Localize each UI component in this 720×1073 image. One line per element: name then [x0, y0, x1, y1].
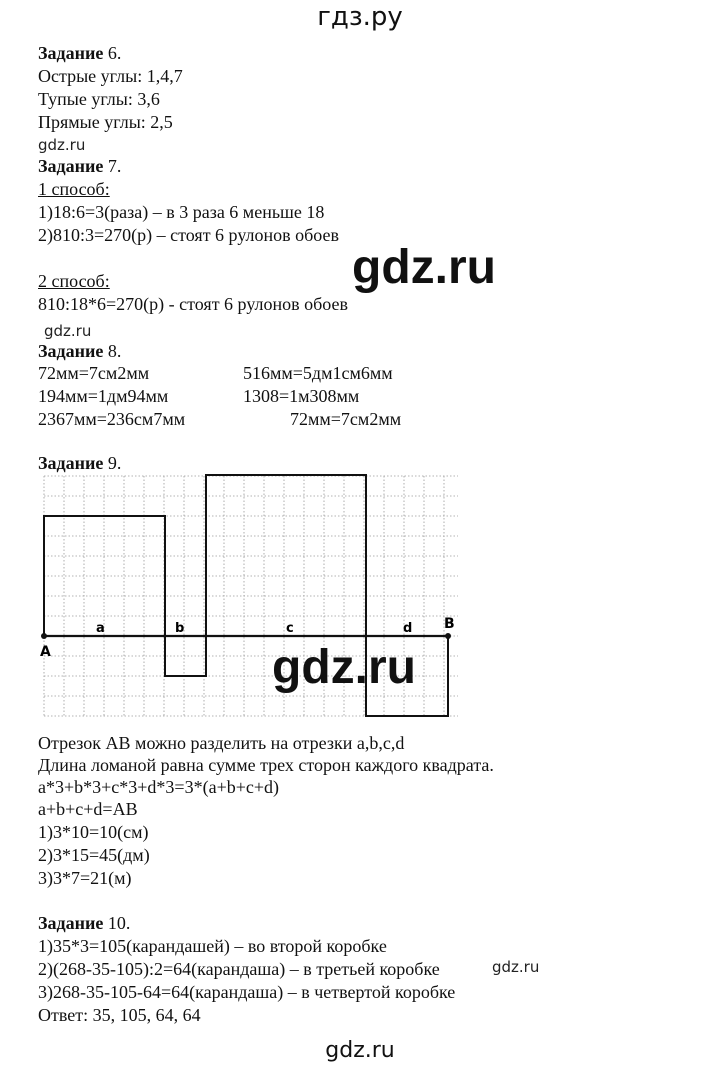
- task10-line-3: 3)268-35-105-64=64(карандаша) – в четвертой коробке: [38, 982, 456, 1002]
- task9-line-4: a+b+c+d=AB: [38, 799, 138, 819]
- segment-a-label: a: [96, 621, 105, 636]
- watermark-footer: gdz.ru: [325, 1038, 395, 1063]
- task9-heading: Задание 9.: [38, 453, 122, 473]
- task7-way1-line-1: 1)18:6=3(раза) – в 3 раза 6 меньше 18: [38, 202, 325, 222]
- task7-way2-line-1: 810:18*6=270(р) - стоят 6 рулонов обоев: [38, 294, 349, 314]
- task6-heading: Задание 6.: [38, 43, 122, 63]
- task9-line-1: Отрезок АВ можно разделить на отрезки a,b,c,d: [38, 733, 405, 753]
- task10-line-4: Ответ: 35, 105, 64, 64: [38, 1005, 201, 1025]
- watermark-small: gdz.ru: [44, 322, 92, 340]
- task8-left-2: 194мм=1дм94мм: [38, 386, 169, 406]
- watermark-small: gdz.ru: [38, 136, 86, 154]
- point-b-dot: [445, 633, 451, 639]
- point-b-label: B: [444, 616, 455, 632]
- point-a-label: A: [40, 644, 51, 660]
- segment-c-label: c: [286, 621, 294, 636]
- site-header: гдз.ру: [317, 2, 403, 32]
- segment-d-label: d: [403, 621, 413, 636]
- task7-way1-line-2: 2)810:3=270(р) – стоят 6 рулонов обоев: [38, 225, 340, 245]
- task7-heading: Задание 7.: [38, 156, 122, 176]
- task9-line-5: 1)3*10=10(см): [38, 822, 149, 842]
- task8-left-3: 2367мм=236см7мм: [38, 409, 186, 429]
- task9-line-6: 2)3*15=45(дм): [38, 845, 150, 865]
- task6-line-3: Прямые углы: 2,5: [38, 112, 173, 132]
- task8-heading: Задание 8.: [38, 341, 122, 361]
- task7-way2-label: 2 способ:: [38, 271, 110, 291]
- task9-line-7: 3)3*7=21(м): [38, 868, 132, 888]
- task6-line-2: Тупые углы: 3,6: [38, 89, 160, 109]
- task10-heading: Задание 10.: [38, 913, 131, 933]
- task8-right-3: 72мм=7см2мм: [290, 409, 402, 429]
- watermark-small: gdz.ru: [492, 958, 540, 976]
- segment-b-label: b: [175, 621, 185, 636]
- task10-line-2: 2)(268-35-105):2=64(карандаша) – в третьей коробке: [38, 959, 440, 979]
- watermark-big: gdz.ru: [352, 241, 496, 294]
- point-a-dot: [41, 633, 47, 639]
- watermark-big: gdz.ru: [272, 641, 416, 694]
- task8-left-1: 72мм=7см2мм: [38, 363, 150, 383]
- task9-line-3: a*3+b*3+c*3+d*3=3*(a+b+c+d): [38, 777, 280, 797]
- task10-line-1: 1)35*3=105(карандашей) – во второй коробке: [38, 936, 387, 956]
- task6-line-1: Острые углы: 1,4,7: [38, 66, 183, 86]
- task9-line-2: Длина ломаной равна сумме трех сторон каждого квадрата.: [38, 755, 494, 775]
- task8-right-2: 1308=1м308мм: [243, 386, 360, 406]
- task7-way1-label: 1 способ:: [38, 179, 110, 199]
- task8-right-1: 516мм=5дм1см6мм: [243, 363, 393, 383]
